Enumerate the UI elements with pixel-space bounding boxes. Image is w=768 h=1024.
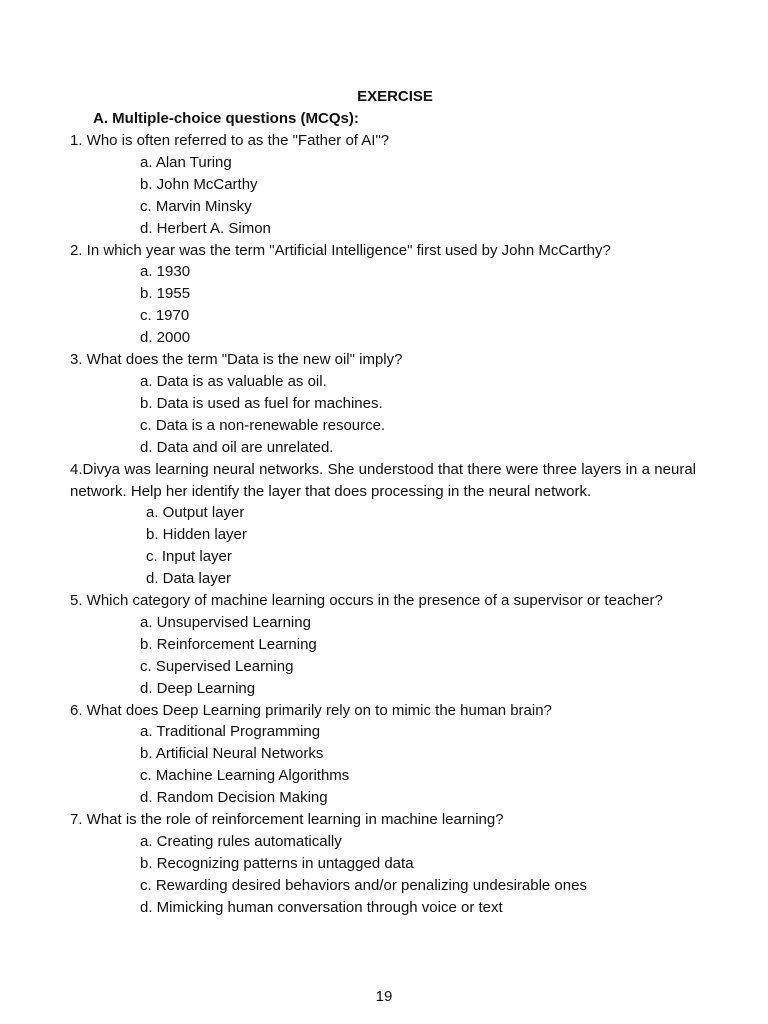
question-7-option-d: d. Mimicking human conversation through voice or text	[140, 898, 503, 916]
question-1-option-a: a. Alan Turing	[140, 153, 232, 171]
question-2-option-c: c. 1970	[140, 307, 190, 325]
question-4-option-b: b. Hidden layer	[146, 526, 247, 544]
question-3-option-d: d. Data and oil are unrelated.	[140, 438, 334, 456]
question-1-option-b: b. John McCarthy	[140, 175, 258, 193]
question-4: 4.Divya was learning neural networks. She understood that there were three layers in a neural network. Help her identify the layer that does processing in the neural network.	[70, 460, 696, 500]
question-3: 3. What does the term "Data is the new oil" imply?	[70, 351, 403, 369]
question-5-option-d: d. Deep Learning	[140, 679, 256, 697]
question-4-option-d: d. Data layer	[146, 570, 232, 588]
question-6-option-b: b. Artificial Neural Networks	[140, 745, 324, 763]
question-5-option-a: a. Unsupervised Learning	[140, 613, 311, 631]
question-4-option-c: c. Input layer	[146, 548, 232, 566]
question-1-option-d: d. Herbert A. Simon	[140, 219, 271, 237]
question-5-option-c: c. Supervised Learning	[140, 657, 294, 675]
question-2-option-d: d. 2000	[140, 329, 191, 347]
question-3-option-b: b. Data is used as fuel for machines.	[140, 394, 383, 412]
question-3-option-a: a. Data is as valuable as oil.	[140, 372, 327, 390]
page-title: EXERCISE	[357, 88, 433, 105]
question-7: 7. What is the role of reinforcement learning in machine learning?	[70, 811, 504, 829]
question-6-option-a: a. Traditional Programming	[140, 723, 321, 741]
question-1-option-c: c. Marvin Minsky	[140, 197, 252, 215]
question-5: 5. Which category of machine learning occurs in the presence of a supervisor or teacher?	[70, 592, 663, 610]
page-number: 19	[375, 988, 393, 1005]
question-4-option-a: a. Output layer	[146, 504, 245, 522]
question-6-option-d: d. Random Decision Making	[140, 789, 328, 807]
question-list	[70, 130, 696, 919]
question-2: 2. In which year was the term "Artificial Intelligence" first used by John McCarthy?	[70, 241, 611, 259]
question-1: 1. Who is often referred to as the "Father of AI"?	[70, 132, 390, 149]
question-5-option-b: b. Reinforcement Learning	[140, 635, 317, 653]
question-6-option-c: c. Machine Learning Algorithms	[140, 767, 350, 785]
question-2-option-b: b. 1955	[140, 285, 191, 303]
question-7-option-b: b. Recognizing patterns in untagged data	[140, 854, 414, 872]
question-3-option-c: c. Data is a non-renewable resource.	[140, 416, 386, 434]
section-title: A. Multiple-choice questions (MCQs):	[93, 110, 359, 127]
question-7-option-a: a. Creating rules automatically	[140, 833, 342, 850]
question-6: 6. What does Deep Learning primarily rely on to mimic the human brain?	[70, 701, 552, 719]
question-7-option-c: c. Rewarding desired behaviors and/or penalizing undesirable ones	[140, 876, 587, 894]
question-2-option-a: a. 1930	[140, 263, 191, 281]
